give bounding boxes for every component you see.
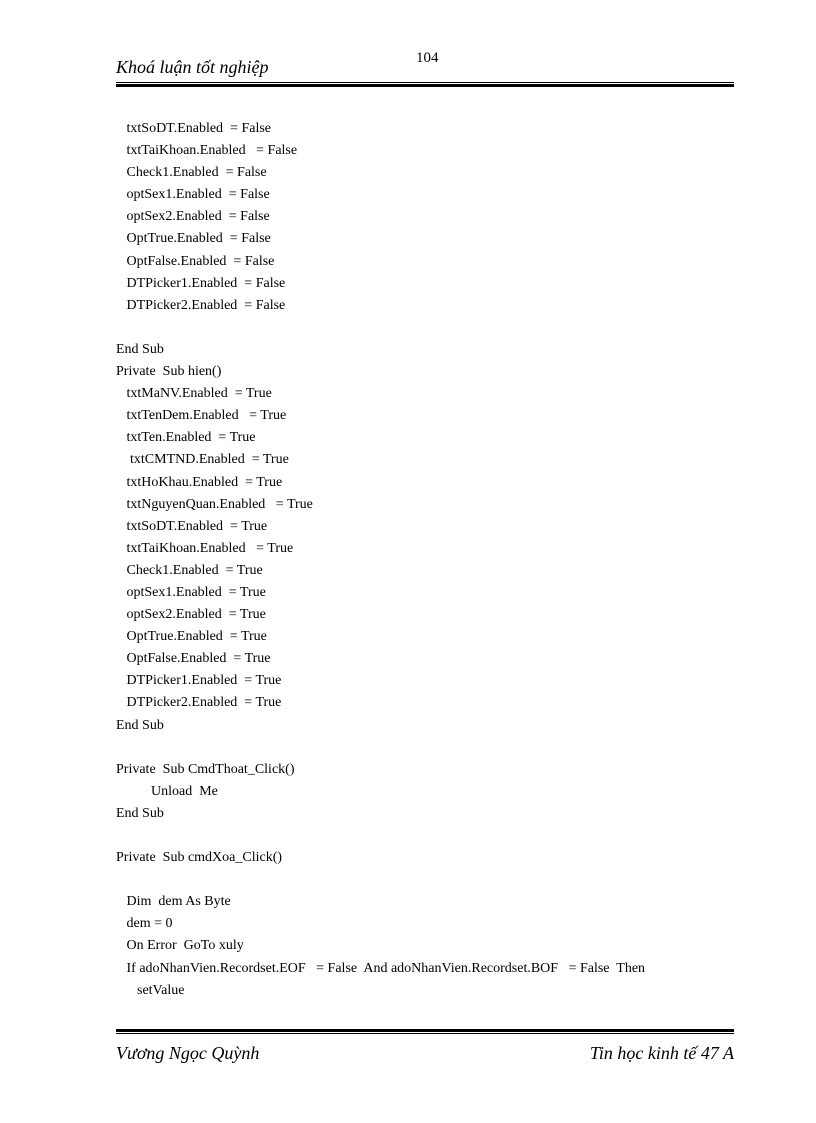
code-line: OptTrue.Enabled = True — [116, 629, 267, 645]
code-line — [116, 869, 734, 891]
code-listing — [116, 118, 734, 1002]
footer-rule-thin — [116, 1033, 734, 1034]
code-line: DTPicker2.Enabled = True — [116, 695, 282, 711]
code-line: txtNguyenQuan.Enabled = True — [116, 496, 313, 512]
code-line: If adoNhanVien.Recordset.EOF = False And adoNhanVien.Recordset.BOF = False Then — [116, 960, 646, 976]
code-line: txtSoDT.Enabled = True — [116, 518, 268, 534]
code-line — [116, 317, 734, 339]
code-line: Check1.Enabled = False — [116, 165, 267, 181]
code-line: txtHoKhau.Enabled = True — [116, 474, 283, 490]
code-line — [116, 737, 734, 759]
code-line: End Sub — [116, 805, 164, 821]
footer-author: Vương Ngọc Quỳnh — [116, 1043, 260, 1063]
code-line: OptTrue.Enabled = False — [116, 231, 271, 247]
code-line: optSex1.Enabled = True — [116, 584, 266, 600]
code-line: dem = 0 — [116, 916, 173, 932]
code-line: Unload Me — [116, 783, 218, 799]
code-line: Check1.Enabled = True — [116, 562, 263, 578]
page-number: 104 — [416, 50, 439, 66]
code-line — [116, 825, 734, 847]
code-line: txtTaiKhoan.Enabled = False — [116, 143, 298, 159]
header-title: Khoá luận tốt nghiệp — [116, 57, 269, 77]
header-rule-thin — [116, 82, 734, 83]
code-line: Dim dem As Byte — [116, 894, 231, 910]
code-line: optSex2.Enabled = False — [116, 209, 270, 225]
code-line: txtCMTND.Enabled = True — [116, 452, 289, 468]
code-line: DTPicker2.Enabled = False — [116, 297, 286, 313]
code-line: Private Sub hien() — [116, 364, 222, 380]
footer-class: Tin học kinh tế 47 A — [589, 1043, 734, 1063]
code-line: On Error GoTo xuly — [116, 938, 244, 954]
code-line: optSex2.Enabled = True — [116, 607, 266, 623]
code-line: txtSoDT.Enabled = False — [116, 121, 272, 136]
code-line: Private Sub CmdThoat_Click() — [116, 761, 295, 777]
code-line: txtMaNV.Enabled = True — [116, 386, 272, 402]
code-line: DTPicker1.Enabled = False — [116, 275, 286, 291]
code-line: OptFalse.Enabled = True — [116, 651, 271, 667]
code-line: setValue — [116, 982, 185, 998]
code-line: End Sub — [116, 717, 164, 733]
code-line: txtTenDem.Enabled = True — [116, 408, 287, 424]
code-line: optSex1.Enabled = False — [116, 187, 270, 203]
code-line: DTPicker1.Enabled = True — [116, 673, 282, 689]
code-line: Private Sub cmdXoa_Click() — [116, 850, 283, 866]
code-line: txtTaiKhoan.Enabled = True — [116, 540, 294, 556]
footer-rule-thick — [116, 1029, 734, 1032]
code-line: txtTen.Enabled = True — [116, 430, 256, 446]
header-rule-thick — [116, 84, 734, 87]
code-line: OptFalse.Enabled = False — [116, 253, 275, 269]
code-line: End Sub — [116, 341, 164, 357]
